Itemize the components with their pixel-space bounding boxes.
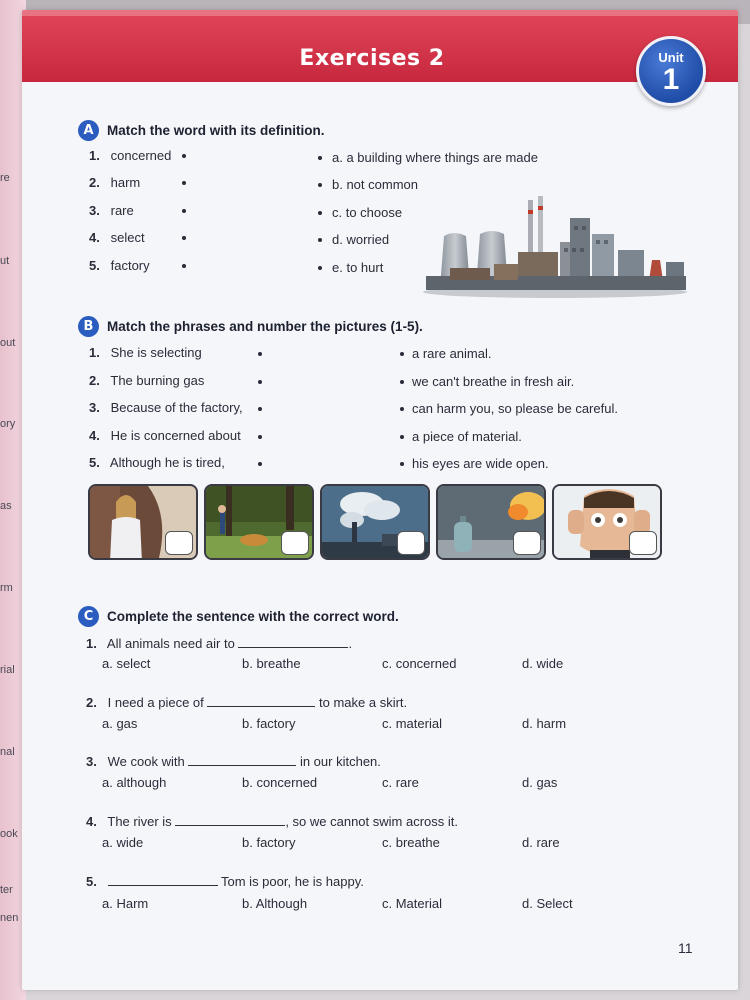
answer-blank[interactable] xyxy=(175,814,285,826)
match-dot[interactable] xyxy=(400,462,404,466)
match-dot[interactable] xyxy=(258,380,262,384)
item-number: 3. xyxy=(86,754,97,769)
match-dot[interactable] xyxy=(258,352,262,356)
option[interactable]: c. rare xyxy=(382,775,419,790)
match-word-row xyxy=(89,175,140,190)
section-c-title xyxy=(78,606,399,627)
factory-image xyxy=(420,190,690,298)
option[interactable]: a. although xyxy=(102,775,167,790)
left-tab-text: nen xyxy=(0,912,19,924)
question-row xyxy=(86,814,458,829)
match-dot[interactable] xyxy=(318,211,322,215)
item-number: 4. xyxy=(89,428,100,443)
question-text-before: We cook with xyxy=(107,754,185,769)
header-shine xyxy=(22,10,738,16)
phrase-ending: a piece of material. xyxy=(412,429,522,444)
item-number: 5. xyxy=(86,874,97,889)
match-dot[interactable] xyxy=(400,352,404,356)
left-tab-text: ook xyxy=(0,828,18,840)
question-text-before: The river is xyxy=(107,814,172,829)
question-row xyxy=(86,754,381,769)
definition-item: e. to hurt xyxy=(332,260,384,275)
phrase-row xyxy=(89,373,204,388)
item-number: 4. xyxy=(86,814,97,829)
answer-box[interactable] xyxy=(397,531,425,555)
match-word-row xyxy=(89,148,171,163)
match-word: rare xyxy=(110,203,134,218)
answer-blank[interactable] xyxy=(108,874,218,886)
option[interactable]: a. gas xyxy=(102,716,138,731)
question-row xyxy=(86,636,352,651)
answer-blank[interactable] xyxy=(188,754,296,766)
option[interactable]: d. gas xyxy=(522,775,558,790)
picture-burning-gas xyxy=(436,484,546,560)
left-tab-text: out xyxy=(0,337,16,349)
phrase-text: She is selecting xyxy=(110,345,202,360)
option[interactable]: b. Although xyxy=(242,896,308,911)
question-row xyxy=(86,874,364,889)
option[interactable]: a. wide xyxy=(102,835,144,850)
phrase-ending: we can't breathe in fresh air. xyxy=(412,374,575,389)
page-number: 11 xyxy=(678,940,693,956)
phrase-row xyxy=(89,400,243,415)
match-word-row xyxy=(89,258,150,273)
section-c-instruction: Complete the sentence with the correct word. xyxy=(107,609,399,624)
answer-box[interactable] xyxy=(165,531,193,555)
definition-item: b. not common xyxy=(332,177,418,192)
question-text-before: All animals need air to xyxy=(106,636,235,651)
match-word-row xyxy=(89,230,145,245)
match-word-row xyxy=(89,203,134,218)
unit-badge xyxy=(636,36,706,106)
answer-blank[interactable] xyxy=(238,636,348,648)
match-word: harm xyxy=(110,175,141,190)
item-number: 1. xyxy=(89,345,100,360)
match-word: concerned xyxy=(110,148,172,163)
page-header xyxy=(22,10,738,82)
answer-box[interactable] xyxy=(629,531,657,555)
section-c-badge: C xyxy=(78,606,99,627)
match-dot[interactable] xyxy=(182,181,186,185)
phrase-row xyxy=(89,455,225,470)
answer-blank[interactable] xyxy=(207,695,315,707)
phrase-row xyxy=(89,428,241,443)
left-tab-text: re xyxy=(0,172,10,184)
option[interactable]: a. select xyxy=(102,656,151,671)
match-dot[interactable] xyxy=(258,407,262,411)
option[interactable]: b. breathe xyxy=(242,656,301,671)
option[interactable]: a. Harm xyxy=(102,896,149,911)
question-text-after: , so we cannot swim across it. xyxy=(285,814,458,829)
question-text-before: I need a piece of xyxy=(107,695,204,710)
definition-item: c. to choose xyxy=(332,205,403,220)
left-tab-text: ory xyxy=(0,418,16,430)
match-dot[interactable] xyxy=(318,238,322,242)
match-dot[interactable] xyxy=(182,236,186,240)
match-dot[interactable] xyxy=(182,264,186,268)
item-number: 3. xyxy=(89,400,100,415)
unit-number: 1 xyxy=(662,63,680,96)
left-tab-text: rm xyxy=(0,582,13,594)
picture-woman-fabric xyxy=(88,484,198,560)
phrase-text: The burning gas xyxy=(110,373,205,388)
option[interactable]: c. Material xyxy=(382,896,442,911)
left-tab-text: rial xyxy=(0,664,15,676)
option[interactable]: b. factory xyxy=(242,716,296,731)
item-number: 4. xyxy=(89,230,100,245)
phrase-ending: can harm you, so please be careful. xyxy=(412,401,618,416)
answer-box[interactable] xyxy=(281,531,309,555)
factory-illustration xyxy=(420,190,690,298)
definition-item: d. worried xyxy=(332,232,390,247)
match-dot[interactable] xyxy=(182,209,186,213)
section-b-instruction: Match the phrases and number the pictures (1-5). xyxy=(107,319,423,334)
match-dot[interactable] xyxy=(400,380,404,384)
option[interactable]: d. Select xyxy=(522,896,573,911)
option[interactable]: c. concerned xyxy=(382,656,457,671)
item-number: 2. xyxy=(86,695,97,710)
section-b-badge: B xyxy=(78,316,99,337)
section-a-title xyxy=(78,120,325,141)
item-number: 3. xyxy=(89,203,100,218)
item-number: 1. xyxy=(86,636,97,651)
option[interactable]: b. concerned xyxy=(242,775,318,790)
left-tab-text: ut xyxy=(0,255,10,267)
match-dot[interactable] xyxy=(258,435,262,439)
match-word: factory xyxy=(110,258,150,273)
phrase-ending: a rare animal. xyxy=(412,346,492,361)
item-number: 2. xyxy=(89,373,100,388)
option[interactable]: c. material xyxy=(382,716,442,731)
phrase-ending: his eyes are wide open. xyxy=(412,456,549,471)
question-text-after: to make a skirt. xyxy=(319,695,408,710)
match-dot[interactable] xyxy=(258,462,262,466)
option[interactable]: d. wide xyxy=(522,656,564,671)
left-tab-text: as xyxy=(0,500,12,512)
left-tab-text: ter xyxy=(0,884,13,896)
match-dot[interactable] xyxy=(400,435,404,439)
picture-rare-animal xyxy=(204,484,314,560)
match-dot[interactable] xyxy=(318,183,322,187)
item-number: 5. xyxy=(89,455,100,470)
section-b-title xyxy=(78,316,423,337)
section-a-badge: A xyxy=(78,120,99,141)
definition-item: a. a building where things are made xyxy=(332,150,538,165)
phrase-text: Because of the factory, xyxy=(110,400,243,415)
unit-label: Unit xyxy=(658,50,684,65)
phrase-text: Although he is tired, xyxy=(109,455,225,470)
option[interactable]: d. harm xyxy=(522,716,567,731)
picture-factory-smoke xyxy=(320,484,430,560)
workbook-page xyxy=(22,10,738,990)
section-a-instruction: Match the word with its definition. xyxy=(107,123,325,138)
picture-wide-eyes xyxy=(552,484,662,560)
item-number: 2. xyxy=(89,175,100,190)
phrase-text: He is concerned about xyxy=(110,428,241,443)
question-text-after: in our kitchen. xyxy=(299,754,381,769)
match-dot[interactable] xyxy=(182,154,186,158)
option[interactable]: d. rare xyxy=(522,835,560,850)
phrase-row xyxy=(89,345,202,360)
match-dot[interactable] xyxy=(318,266,322,270)
question-row xyxy=(86,695,407,710)
option[interactable]: c. breathe xyxy=(382,835,440,850)
page-title: Exercises 2 xyxy=(299,46,445,71)
left-tab-text: nal xyxy=(0,746,15,758)
match-dot[interactable] xyxy=(400,407,404,411)
question-text-after: Tom is poor, he is happy. xyxy=(221,874,364,889)
item-number: 5. xyxy=(89,258,100,273)
option[interactable]: b. factory xyxy=(242,835,296,850)
item-number: 1. xyxy=(89,148,100,163)
match-word: select xyxy=(110,230,145,245)
question-text-after: . xyxy=(348,636,353,651)
answer-box[interactable] xyxy=(513,531,541,555)
match-dot[interactable] xyxy=(318,156,322,160)
